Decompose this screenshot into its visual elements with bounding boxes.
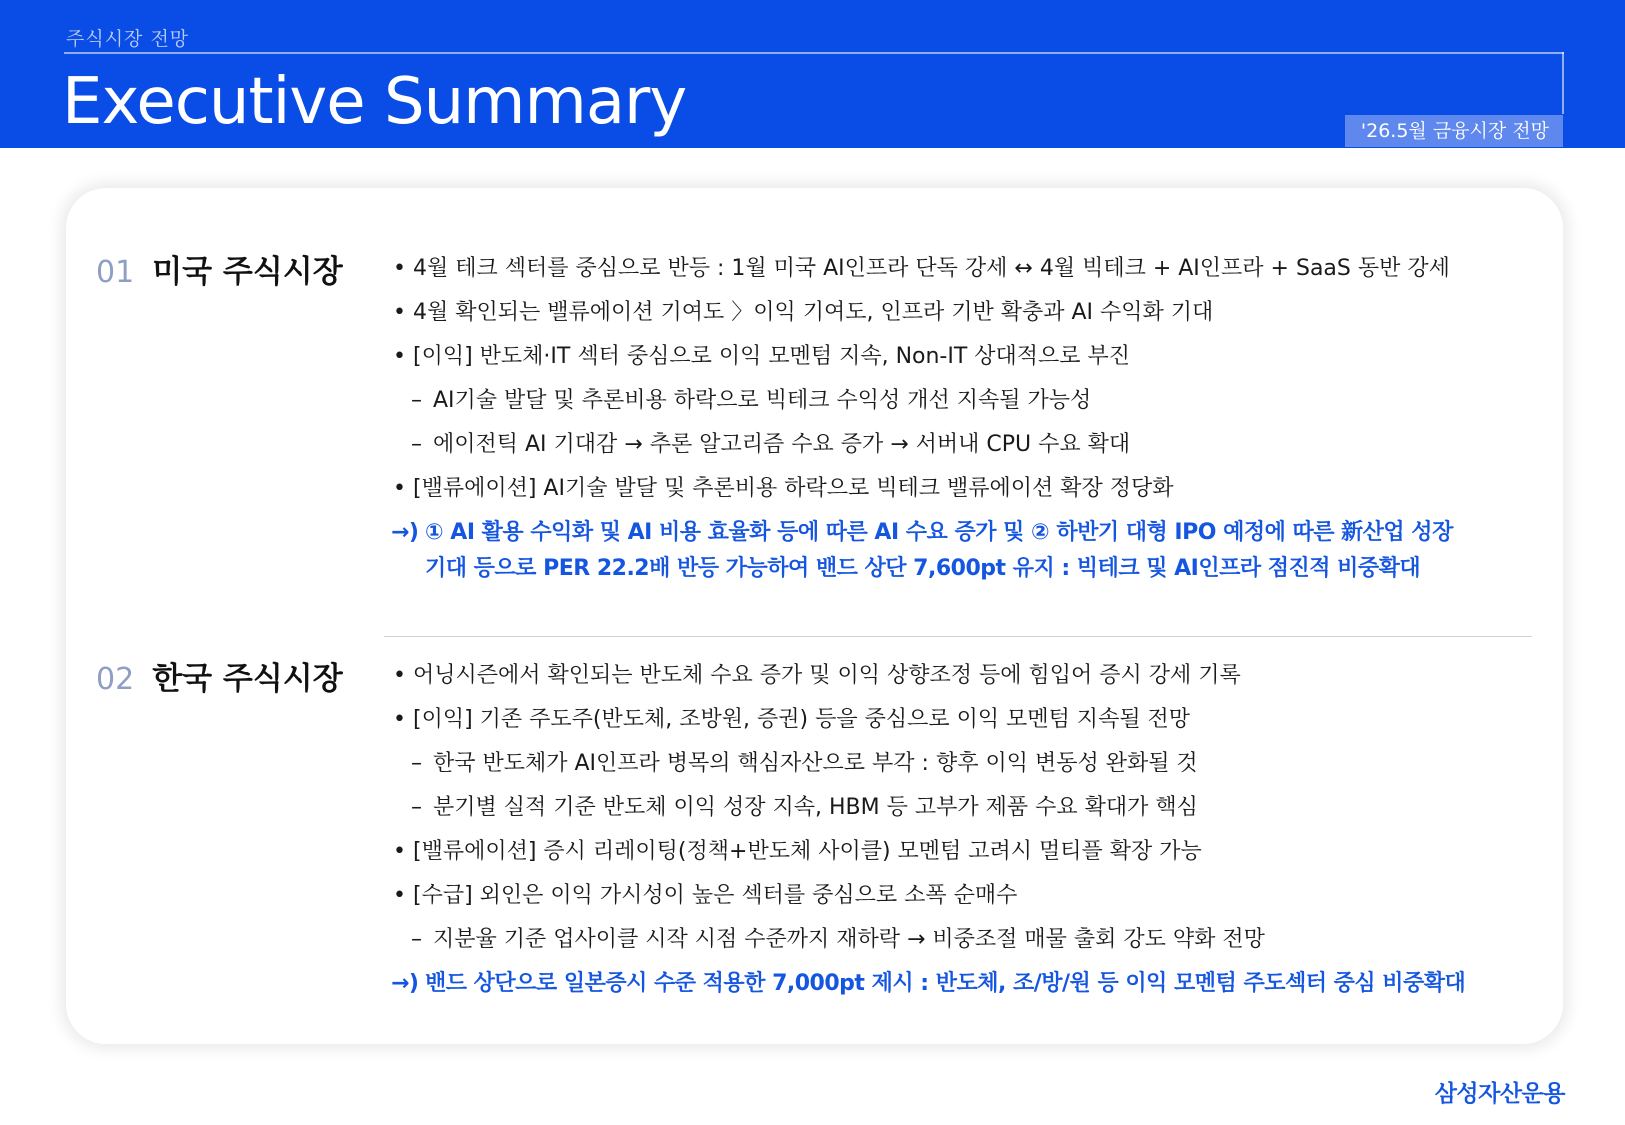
conclusion-line: 밴드 상단으로 일본증시 수준 적용한 7,000pt 제시 : 반도체, 조/방/원 등 이익 모멘텀 주도섹터 중심 비중확대	[425, 971, 1466, 996]
section-title: 한국 주식시장	[152, 661, 343, 697]
page-title: Executive Summary	[62, 65, 687, 139]
company-logo: 삼성자산운용	[1434, 1081, 1565, 1107]
section-heading-us	[96, 246, 343, 291]
section-body-us	[391, 247, 1541, 587]
section-divider	[384, 636, 1532, 637]
header-subtitle: 주식시장 전망	[66, 28, 190, 50]
conclusion-us	[391, 515, 1541, 587]
header-rule-vertical	[1562, 52, 1564, 114]
sub-item: – 에이전틱 AI 기대감 → 추론 알고리즘 수요 증가 → 서버내 CPU 수요 확대	[391, 423, 1541, 467]
section-body-kr	[391, 654, 1541, 1002]
report-tag: '26.5월 금융시장 전망	[1345, 115, 1563, 147]
bullet-item: • [이익] 반도체·IT 섹터 중심으로 이익 모멘텀 지속, Non-IT 상대적으로 부진	[391, 335, 1541, 379]
bullet-item: • 어닝시즌에서 확인되는 반도체 수요 증가 및 이익 상향조정 등에 힘입어 증시 강세 기록	[391, 654, 1541, 698]
section-number: 01	[96, 255, 135, 290]
sub-item: – 지분율 기준 업사이클 시작 시점 수준까지 재하락 → 비중조절 매물 출회 강도 약화 전망	[391, 918, 1541, 962]
bullet-item: • [밸류에이션] AI기술 발달 및 추론비용 하락으로 빅테크 밸류에이션 확장 정당화	[391, 467, 1541, 511]
sub-item: – AI기술 발달 및 추론비용 하락으로 빅테크 수익성 개선 지속될 가능성	[391, 379, 1541, 423]
conclusion-kr	[391, 966, 1541, 1002]
bullet-item: • [밸류에이션] 증시 리레이팅(정책+반도체 사이클) 모멘텀 고려시 멀티플 확장 가능	[391, 830, 1541, 874]
section-title: 미국 주식시장	[152, 254, 343, 290]
summary-card	[66, 188, 1563, 1044]
conclusion-arrow: →)	[391, 971, 419, 996]
section-number: 02	[96, 662, 135, 697]
bullet-item: • 4월 확인되는 밸류에이션 기여도 〉이익 기여도, 인프라 기반 확충과 AI 수익화 기대	[391, 291, 1541, 335]
header-banner	[0, 0, 1625, 148]
conclusion-arrow: →)	[391, 520, 419, 545]
conclusion-line: 기대 등으로 PER 22.2배 반등 가능하여 밴드 상단 7,600pt 유지 : 빅테크 및 AI인프라 점진적 비중확대	[425, 556, 1421, 581]
header-rule	[64, 52, 1564, 54]
sub-item: – 한국 반도체가 AI인프라 병목의 핵심자산으로 부각 : 향후 이익 변동성 완화될 것	[391, 742, 1541, 786]
bullet-item: • 4월 테크 섹터를 중심으로 반등 : 1월 미국 AI인프라 단독 강세 ↔ 4월 빅테크 + AI인프라 + SaaS 동반 강세	[391, 247, 1541, 291]
section-heading-kr	[96, 653, 343, 698]
bullet-item: • [이익] 기존 주도주(반도체, 조방원, 증권) 등을 중심으로 이익 모멘텀 지속될 전망	[391, 698, 1541, 742]
conclusion-line: ① AI 활용 수익화 및 AI 비용 효율화 등에 따른 AI 수요 증가 및 ② 하반기 대형 IPO 예정에 따른 新산업 성장	[425, 520, 1453, 545]
bullet-item: • [수급] 외인은 이익 가시성이 높은 섹터를 중심으로 소폭 순매수	[391, 874, 1541, 918]
sub-item: – 분기별 실적 기준 반도체 이익 성장 지속, HBM 등 고부가 제품 수요 확대가 핵심	[391, 786, 1541, 830]
